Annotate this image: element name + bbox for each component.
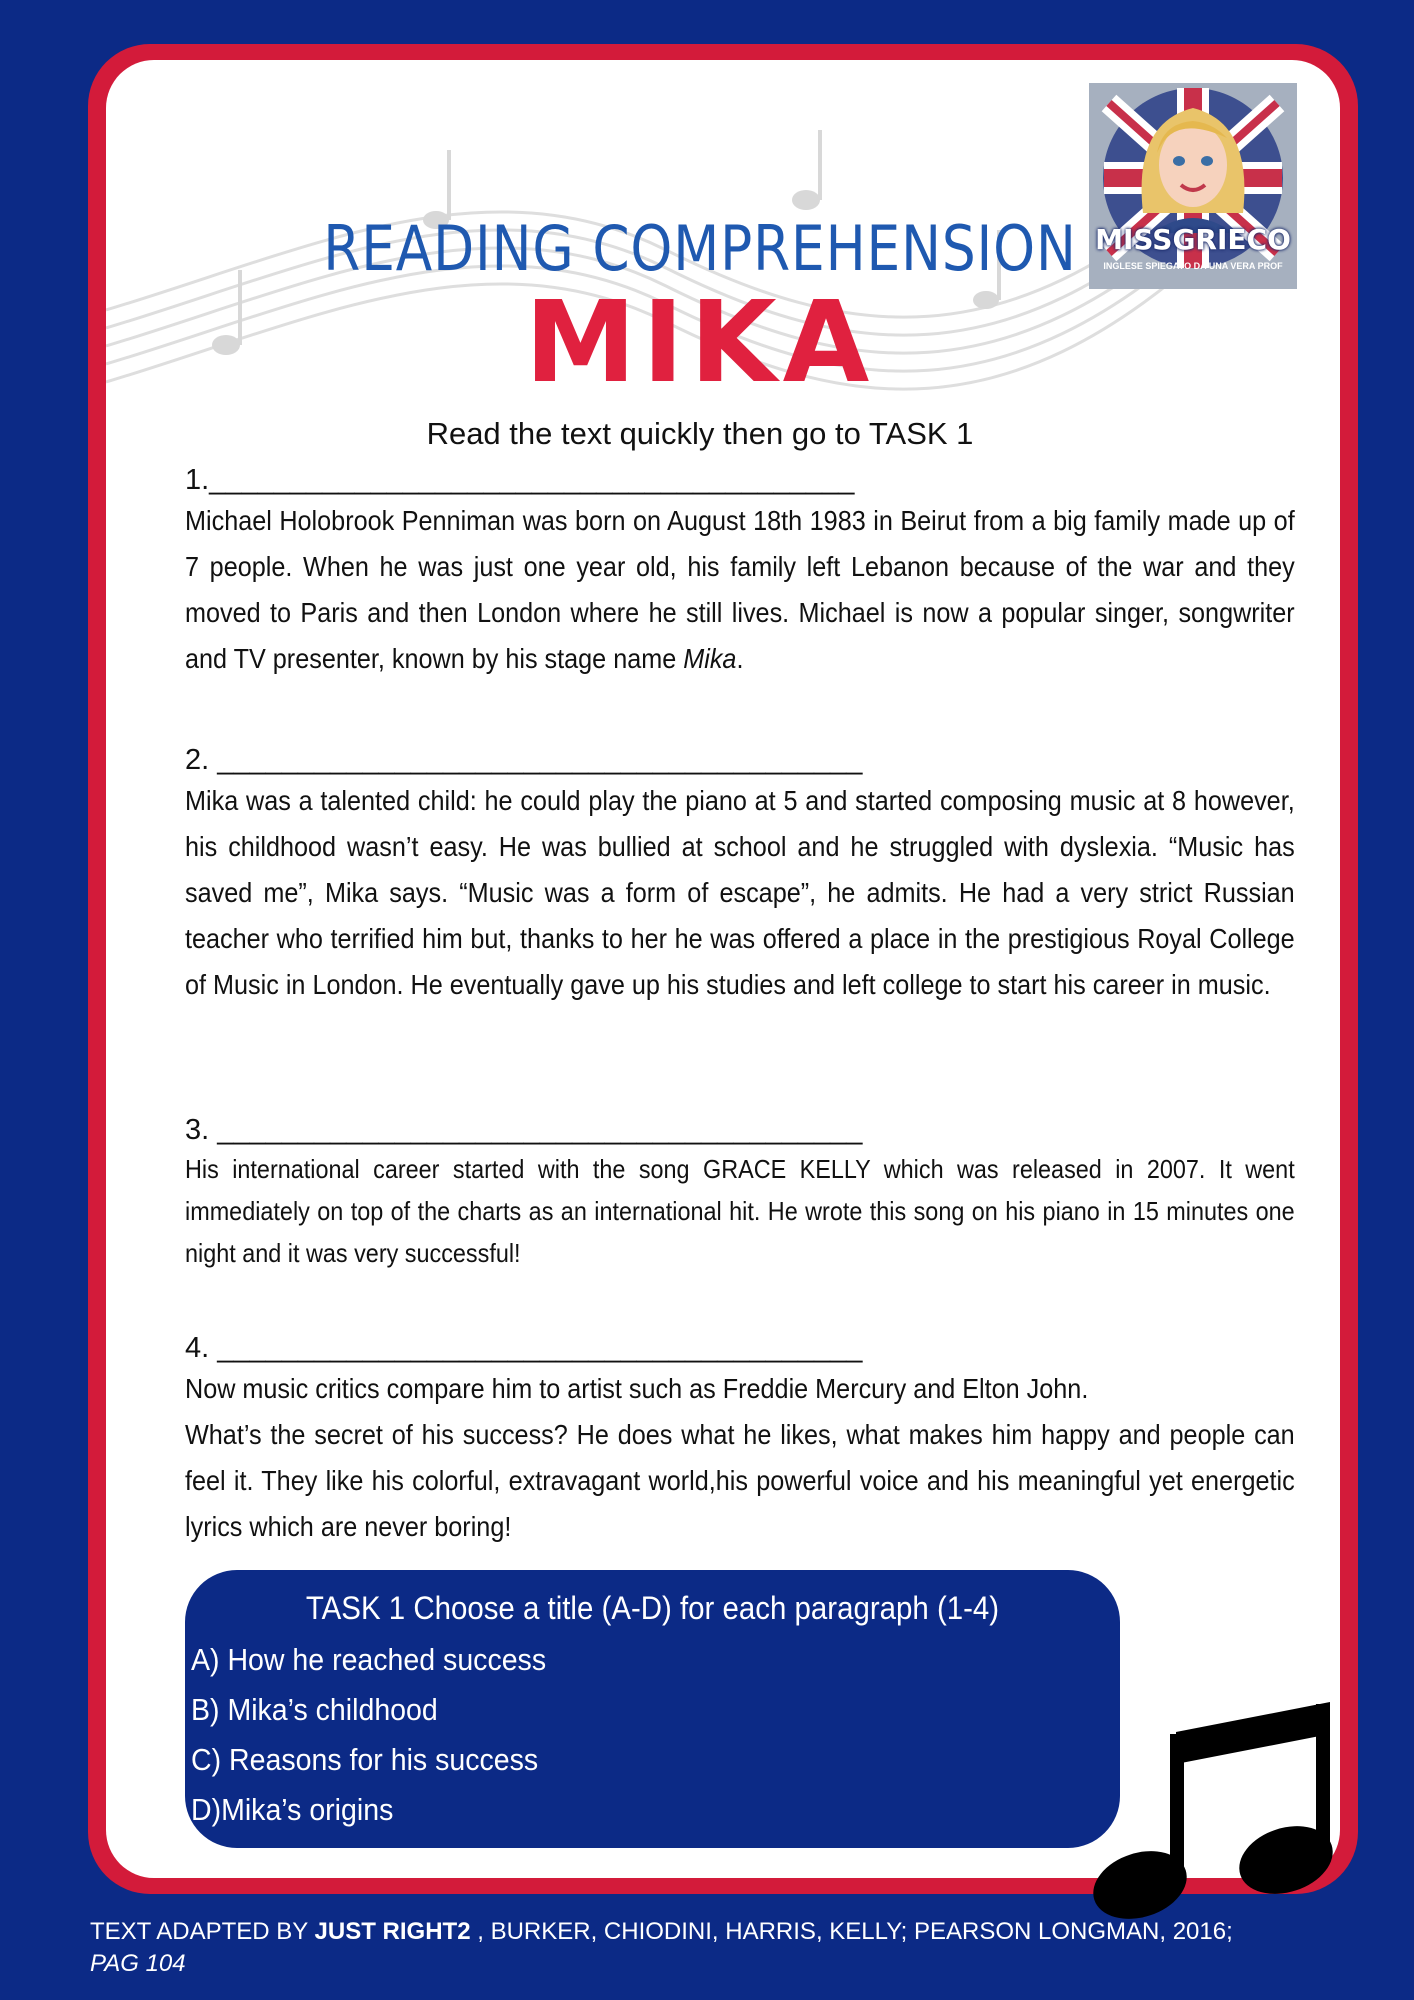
page-title: READING COMPREHENSION (323, 212, 1077, 285)
paragraph-text-line1: Now music critics compare him to artist such as Freddie Mercury and Elton John. (185, 1373, 1089, 1404)
paragraph-text: Mika was a talented child: he could play the piano at 5 and started composing music at 8 however, his childhood wasn’t easy. He was bullied at school and he struggled with dyslexia. “Music has saved me”, Mika says. “Music was a form of escape”, he admits. He had a very strict Russian teacher who terrified him but, thanks to her he was offered a place in the prestigious Royal College of Music in London. He eventually gave up his studies and left college to start his career in music. (185, 785, 1295, 1000)
paragraph-text: What’s the secret of his success? He does what he likes, what makes him happy and people can feel it. They like his colorful, extravagant world,his powerful voice and his meaningful yet energetic lyrics which are never boring! (185, 1419, 1295, 1542)
music-note-icon (1090, 1690, 1340, 1930)
missgrieco-logo (1089, 83, 1297, 289)
paragraph-2 (185, 742, 1295, 1008)
stage-name: Mika (683, 643, 737, 674)
subject-title: MIKA (524, 278, 876, 408)
paragraph-title-blank: 4. ________________________________________ (185, 1332, 863, 1364)
task-title: TASK 1 Choose a title (A-D) for each paragraph (1-4) (305, 1590, 1000, 1626)
task-box (185, 1570, 1120, 1848)
task-option-c: C) Reasons for his success (191, 1742, 539, 1777)
task-option-b: B) Mika’s childhood (191, 1692, 438, 1727)
logo-tagline: INGLESE SPIEGATO DA UNA VERA PROF (1103, 261, 1283, 271)
task-option-d: D)Mika’s origins (191, 1792, 394, 1827)
paragraph-title-blank: 2. ________________________________________ (185, 744, 863, 776)
book-title: JUST RIGHT2 (314, 1918, 471, 1945)
paragraph-1 (185, 462, 1295, 682)
teacher-avatar-icon (1123, 93, 1263, 233)
instruction: Read the text quickly then go to TASK 1 (426, 416, 974, 451)
paragraph-title-blank: 1.________________________________________ (185, 464, 855, 496)
page-reference: PAG 104 (90, 1950, 186, 1977)
source-credit: TEXT ADAPTED BY JUST RIGHT2 , BURKER, CHIODINI, HARRIS, KELLY; PEARSON LONGMAN, 2016; PAG 104 (90, 1918, 1233, 1977)
paragraph-4 (185, 1330, 1295, 1550)
task-option-a: A) How he reached success (191, 1642, 547, 1677)
paragraph-title-blank: 3. ________________________________________ (185, 1114, 863, 1146)
paragraph-text: Michael Holobrook Penniman was born on August 18th 1983 in Beirut from a big family made up of 7 people. When he was just one year old, his family left Lebanon because of the war and they moved to Paris and then London where he still lives. Michael is now a popular singer, songwriter and TV presenter, known by his stage name Mika. (185, 505, 1295, 674)
paragraph-3 (185, 1112, 1295, 1274)
paragraph-text: His international career started with the song GRACE KELLY which was released in 2007. It went immediately on top of the charts as an international hit. He wrote this song on his piano in 15 minutes one night and it was very successful! (185, 1154, 1295, 1268)
logo-name: MISSGRIECO (1095, 223, 1291, 256)
